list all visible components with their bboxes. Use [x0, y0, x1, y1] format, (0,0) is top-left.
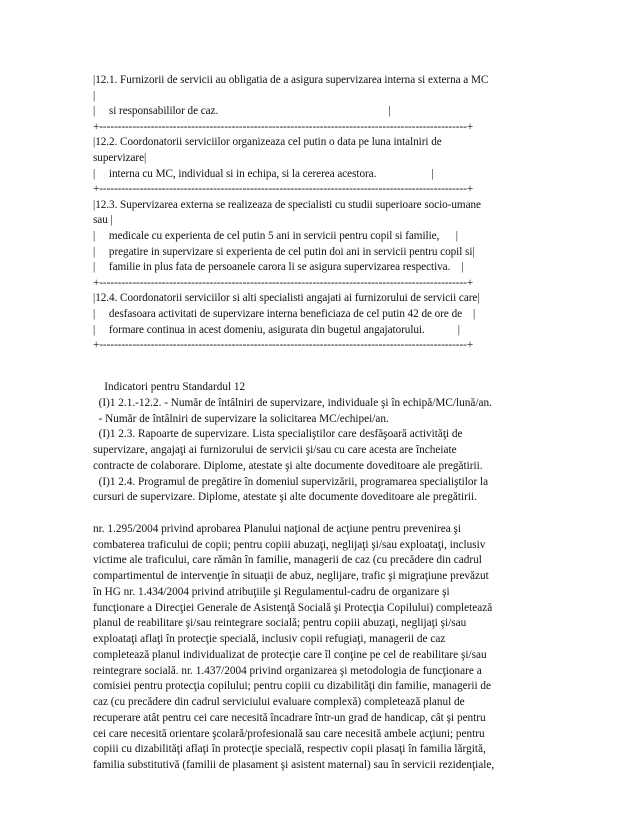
paragraph-line: planul de reabilitare şi/sau reintegrare socială; pentru copiii abuzaţi, neglijaţi şi/sau	[93, 617, 467, 630]
indicator-line: - Număr de întâlniri de supervizare la solicitarea MC/echipei/an.	[93, 412, 389, 425]
paragraph-line: recuperare atât pentru cei care necesită încadrare într-un grad de handicap, cât şi pentru	[93, 711, 486, 724]
paragraph-line: comisiei pentru protecţia copilului; pentru copiii cu dizabilităţi din familie, managerii de	[93, 680, 492, 693]
paragraph-line: funcţionare a Direcţiei Generale de Asistenţă Socială şi Protecţia Copilului) completează	[93, 601, 493, 614]
paragraph-line: cei care necesită orientare şcolară/profesională sau care necesită ambele acţiuni; pentru	[93, 727, 485, 740]
table-border: +----------------------------------------------------------------------------------------------------+	[93, 120, 474, 133]
indicator-line: (I)1 2.3. Rapoarte de supervizare. Lista specialiştilor care desfăşoară activităţi de	[93, 428, 463, 441]
paragraph-line: caz (cu precădere din cadrul serviciului evaluare complexă) completează planul de	[93, 696, 465, 708]
table-line: |12.2. Coordonatorii serviciilor organizeaza cel putin o data pe luna intalniri de	[93, 136, 442, 149]
paragraph-line: reintegrare socială. nr. 1.437/2004 privind organizarea şi metodologia de funcţionare a	[93, 664, 482, 677]
paragraph-line: compartimentul de intervenţie în situaţii de abuz, neglijare, trafic şi migraţiune prevăzut	[93, 570, 489, 582]
table-line: |	[93, 89, 96, 102]
table-line: | interna cu MC, individual si in echipa, si la cererea acestora. |	[93, 167, 434, 180]
table-border: +----------------------------------------------------------------------------------------------------+	[93, 183, 474, 196]
paragraph-line: combaterea traficului de copii; pentru copiii abuzaţi, neglijaţi şi/sau exploataţi, inclusiv	[93, 538, 486, 551]
table-line: | medicale cu experienta de cel putin 5 ani in servicii pentru copil si familie, |	[93, 229, 458, 242]
table-border: +----------------------------------------------------------------------------------------------------+	[93, 339, 474, 352]
indicators-heading: Indicatori pentru Standardul 12	[93, 381, 246, 393]
table-line: | familie in plus fata de persoanele carora li se asigura supervizarea respectiva. |	[93, 261, 464, 274]
indicator-line: (I)1 2.4. Programul de pregătire în domeniul supervizării, programarea specialiştilor la	[93, 475, 489, 488]
table-line: | si responsabililor de caz. |	[93, 105, 391, 118]
table-border: +----------------------------------------------------------------------------------------------------+	[93, 276, 474, 289]
table-line: |12.1. Furnizorii de servicii au obligatia de a asigura supervizarea interna si externa a MC	[93, 74, 489, 86]
paragraph-line: completează planul individualizat de protecţie care îl conţine pe cel de reabilitare şi/sau	[93, 648, 487, 661]
paragraph-line: victime ale traficului, care rămân în familie, managerii de caz (cu precădere din cadrul	[93, 554, 482, 567]
indicator-line: supervizare, angajaţi ai furnizorului de servicii şi/sau cu care acesta are încheiate	[93, 444, 457, 456]
table-line: | desfasoara activitati de supervizare interna beneficiaza de cel putin 42 de ore de |	[93, 307, 476, 320]
paragraph-line: nr. 1.295/2004 privind aprobarea Planului naţional de acţiune pentru prevenirea şi	[93, 522, 462, 535]
indicator-line: contracte de colaborare. Diplome, atestate şi alte documente doveditoare ale pregătirii.	[93, 459, 483, 472]
paragraph-line: exploataţi aflaţi în protecţie specială, inclusiv copii refugiaţi, managerii de caz	[93, 633, 446, 645]
table-line: | formare continua in acest domeniu, asigurata din bugetul angajatorului. |	[93, 323, 460, 336]
table-line: |12.4. Coordonatorii serviciilor si alti specialisti angajati ai furnizorului de servicii care|	[93, 292, 480, 305]
paragraph-line: în HG nr. 1.434/2004 privind atribuţiile şi Regulamentul-cadru de organizare şi	[93, 585, 450, 598]
indicator-line: (I)1 2.1.-12.2. - Număr de întâlniri de supervizare, individuale şi în echipă/MC/lună/an.	[93, 396, 492, 409]
paragraph-line: familia substitutivă (familii de plasament şi asistent maternal) sau în servicii rezidenţiale,	[93, 759, 495, 771]
document-body	[93, 380, 548, 774]
table-line: | pregatire in supervizare si experienta de cel putin doi ani in servicii pentru copil si|	[93, 245, 475, 258]
table-line: |12.3. Supervizarea externa se realizeaza de specialisti cu studii superioare socio-umane	[93, 198, 481, 211]
table-line: supervizare|	[93, 151, 147, 164]
paragraph-line: copiii cu dizabilităţi aflaţi în protecţie specială, respectiv copii plasaţi în familia lărgită,	[93, 743, 486, 756]
indicator-line: cursuri de supervizare. Diplome, atestate şi alte documente doveditoare ale pregătirii.	[93, 491, 477, 504]
ascii-table	[93, 73, 553, 354]
table-line: sau |	[93, 214, 113, 227]
paragraph-gap	[93, 506, 548, 522]
